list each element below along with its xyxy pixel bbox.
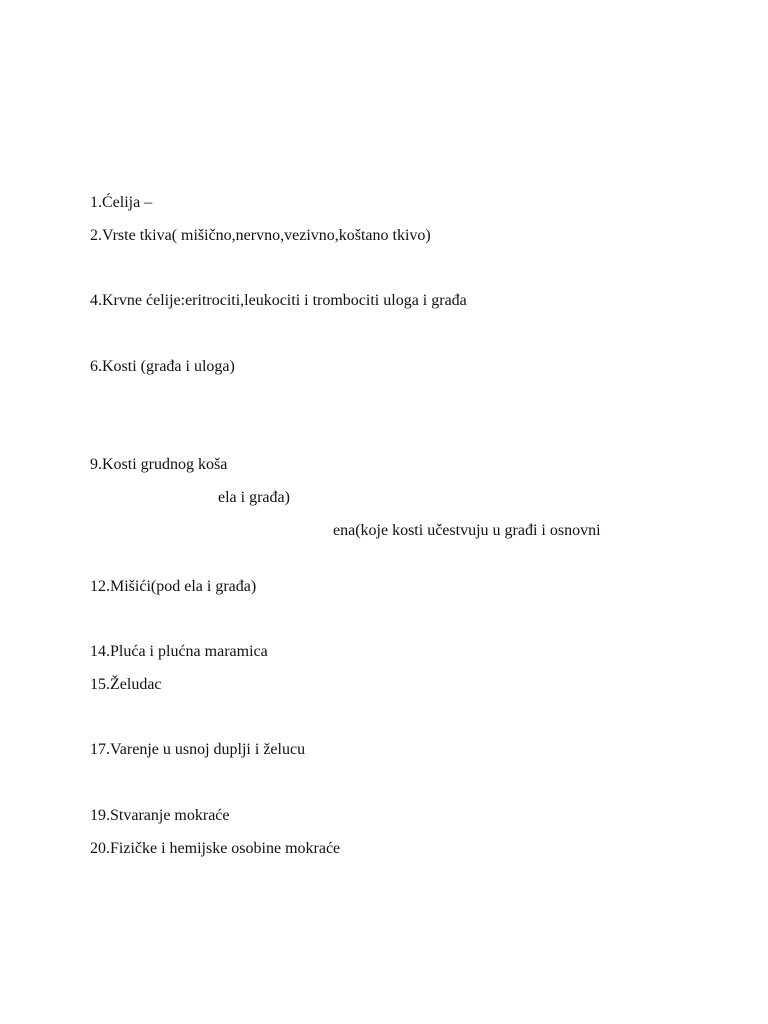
line-1: 1.Ćelija –: [90, 194, 153, 211]
line-2: 2.Vrste tkiva( mišično,nervno,vezivno,koštano tkivo): [90, 227, 431, 244]
line-9: 9.Kosti grudnog koša: [90, 456, 228, 473]
line-11-fragment: ena(koje kosti učestvuju u građi i osnovni: [333, 522, 601, 539]
line-6: 6.Kosti (građa i uloga): [90, 358, 235, 375]
line-17: 17.Varenje u usnoj duplji i želucu: [90, 741, 306, 758]
line-10-fragment: ela i građa): [218, 489, 290, 506]
line-12: 12.Mišići(pod ela i građa): [90, 578, 257, 595]
line-19: 19.Stvaranje mokraće: [90, 807, 230, 824]
line-14: 14.Pluća i plućna maramica: [90, 643, 268, 660]
line-20: 20.Fizičke i hemijske osobine mokraće: [90, 840, 341, 857]
line-4: 4.Krvne ćelije:eritrociti,leukociti i trombociti uloga i građa: [90, 292, 467, 309]
line-15: 15.Želudac: [90, 676, 162, 693]
